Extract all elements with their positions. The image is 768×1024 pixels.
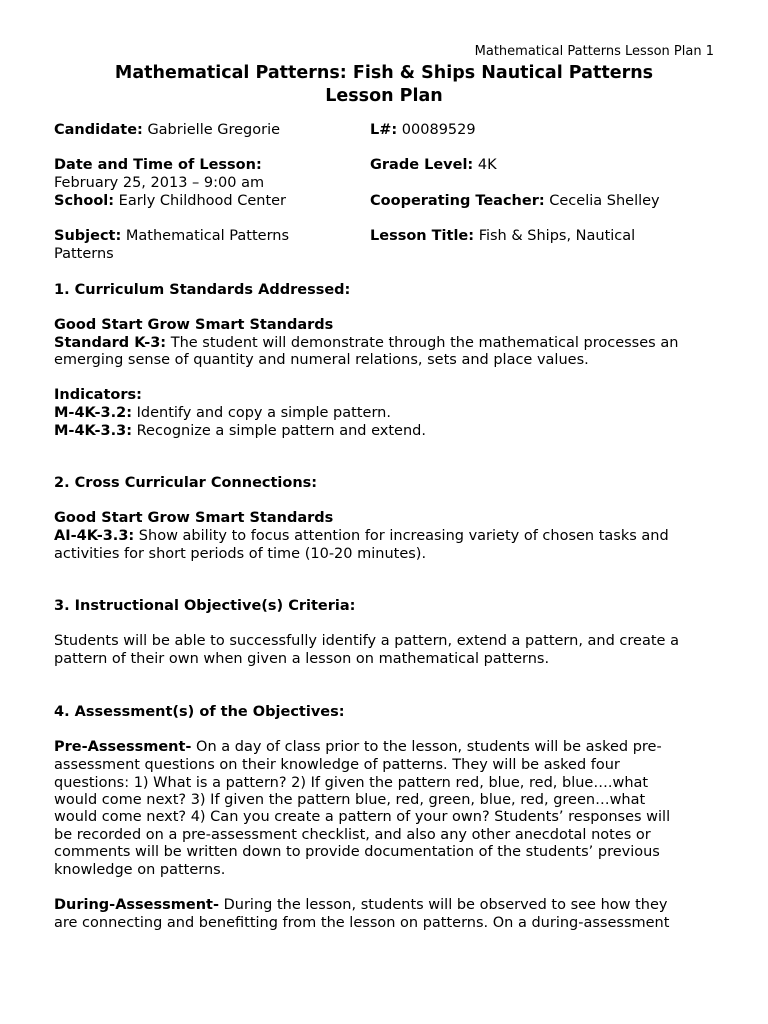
lesson-title-row <box>370 228 710 244</box>
candidate-value: Gabrielle Gregorie <box>147 122 281 138</box>
during-assessment-line <box>54 896 714 914</box>
during-assessment-label: During-Assessment- <box>54 897 219 913</box>
grade-label: Grade Level: <box>370 157 474 173</box>
candidate-row <box>54 122 354 138</box>
standard-ai-label: AI-4K-3.3: <box>54 528 135 544</box>
standard-k3-label: Standard K-3: <box>54 335 167 351</box>
coop-teacher-row <box>370 193 710 209</box>
subject-label: Subject: <box>54 228 122 244</box>
lnum-row <box>370 122 710 138</box>
objective-line-1: Students will be able to successfully identify a pattern, extend a pattern, and create a <box>54 633 679 649</box>
standard-ai-text: Show ability to focus attention for increasing variety of chosen tasks and <box>134 528 669 544</box>
school-label: School: <box>54 193 115 209</box>
standard-k3-text: The student will demonstrate through the mathematical processes an <box>166 335 679 351</box>
lesson-title-value: Fish & Ships, Nautical <box>478 228 636 244</box>
title-line-1: Mathematical Patterns: Fish & Ships Nautical Patterns <box>114 63 654 83</box>
title-line-2: Lesson Plan <box>325 86 443 106</box>
pre-assessment-label: Pre-Assessment- <box>54 739 192 755</box>
coop-teacher-label: Cooperating Teacher: <box>370 193 545 209</box>
section-3-heading: 3. Instructional Objective(s) Criteria: <box>54 598 356 614</box>
during-assessment-text: During the lesson, students will be observed to see how they <box>219 897 668 913</box>
indicator-1-label: M-4K-3.2: <box>54 405 133 421</box>
standard-k3-line <box>54 334 714 352</box>
pre-assessment-line <box>54 738 714 756</box>
datetime-label-row <box>54 157 354 173</box>
lesson-title-label: Lesson Title: <box>370 228 475 244</box>
pre-assessment-line-8: knowledge on patterns. <box>54 862 226 878</box>
objective-line-2: pattern of their own when given a lesson on mathematical patterns. <box>54 651 550 667</box>
lnum-value: 00089529 <box>401 122 476 138</box>
standard-ai-text-2: activities for short periods of time (10-20 minutes). <box>54 546 427 562</box>
indicator-2 <box>54 422 714 440</box>
standard-k3-text-2: emerging sense of quantity and numeral relations, sets and place values. <box>54 352 589 368</box>
indicator-1-text: Identify and copy a simple pattern. <box>132 405 391 421</box>
pre-assessment-line-7: comments will be written down to provide documentation of the students’ previous <box>54 844 660 860</box>
lnum-label: L#: <box>370 122 398 138</box>
document-title <box>54 62 714 108</box>
subject-value-continued: Patterns <box>54 246 114 262</box>
school-value: Early Childhood Center <box>118 193 287 209</box>
pre-assessment-line-5: would come next? 4) Can you create a pattern of your own? Students’ responses will <box>54 809 671 825</box>
pre-assessment-line-3: questions: 1) What is a pattern? 2) If given the pattern red, blue, red, blue….what <box>54 775 649 791</box>
pre-assessment-line-6: be recorded on a pre-assessment checklist, and also any other anecdotal notes or <box>54 827 651 843</box>
during-assessment-line-2: are connecting and benefitting from the lesson on patterns. On a during-assessment <box>54 915 670 931</box>
datetime-value: February 25, 2013 – 9:00 am <box>54 175 265 191</box>
indicator-2-label: M-4K-3.3: <box>54 423 133 439</box>
school-row <box>54 193 354 209</box>
grade-row <box>370 157 710 173</box>
running-head: Mathematical Patterns Lesson Plan 1 <box>474 44 714 59</box>
pre-assessment-line-4: would come next? 3) If given the pattern blue, red, green, blue, red, green…what <box>54 792 646 808</box>
subject-row <box>54 228 354 244</box>
section-2-subheading: Good Start Grow Smart Standards <box>54 510 334 526</box>
section-4-heading: 4. Assessment(s) of the Objectives: <box>54 704 345 720</box>
section-2-heading: 2. Cross Curricular Connections: <box>54 475 318 491</box>
standard-ai-line <box>54 527 714 545</box>
section-1-heading: 1. Curriculum Standards Addressed: <box>54 282 351 298</box>
coop-teacher-value: Cecelia Shelley <box>549 193 660 209</box>
grade-value: 4K <box>477 157 497 173</box>
pre-assessment-text: On a day of class prior to the lesson, students will be asked pre- <box>191 739 662 755</box>
indicators-label: Indicators: <box>54 387 142 403</box>
datetime-label: Date and Time of Lesson: <box>54 157 262 173</box>
candidate-label: Candidate: <box>54 122 143 138</box>
pre-assessment-line-2: assessment questions on their knowledge of patterns. They will be asked four <box>54 757 620 773</box>
subject-value: Mathematical Patterns <box>125 228 290 244</box>
section-1-subheading: Good Start Grow Smart Standards <box>54 317 334 333</box>
indicator-2-text: Recognize a simple pattern and extend. <box>132 423 426 439</box>
indicator-1 <box>54 404 714 422</box>
